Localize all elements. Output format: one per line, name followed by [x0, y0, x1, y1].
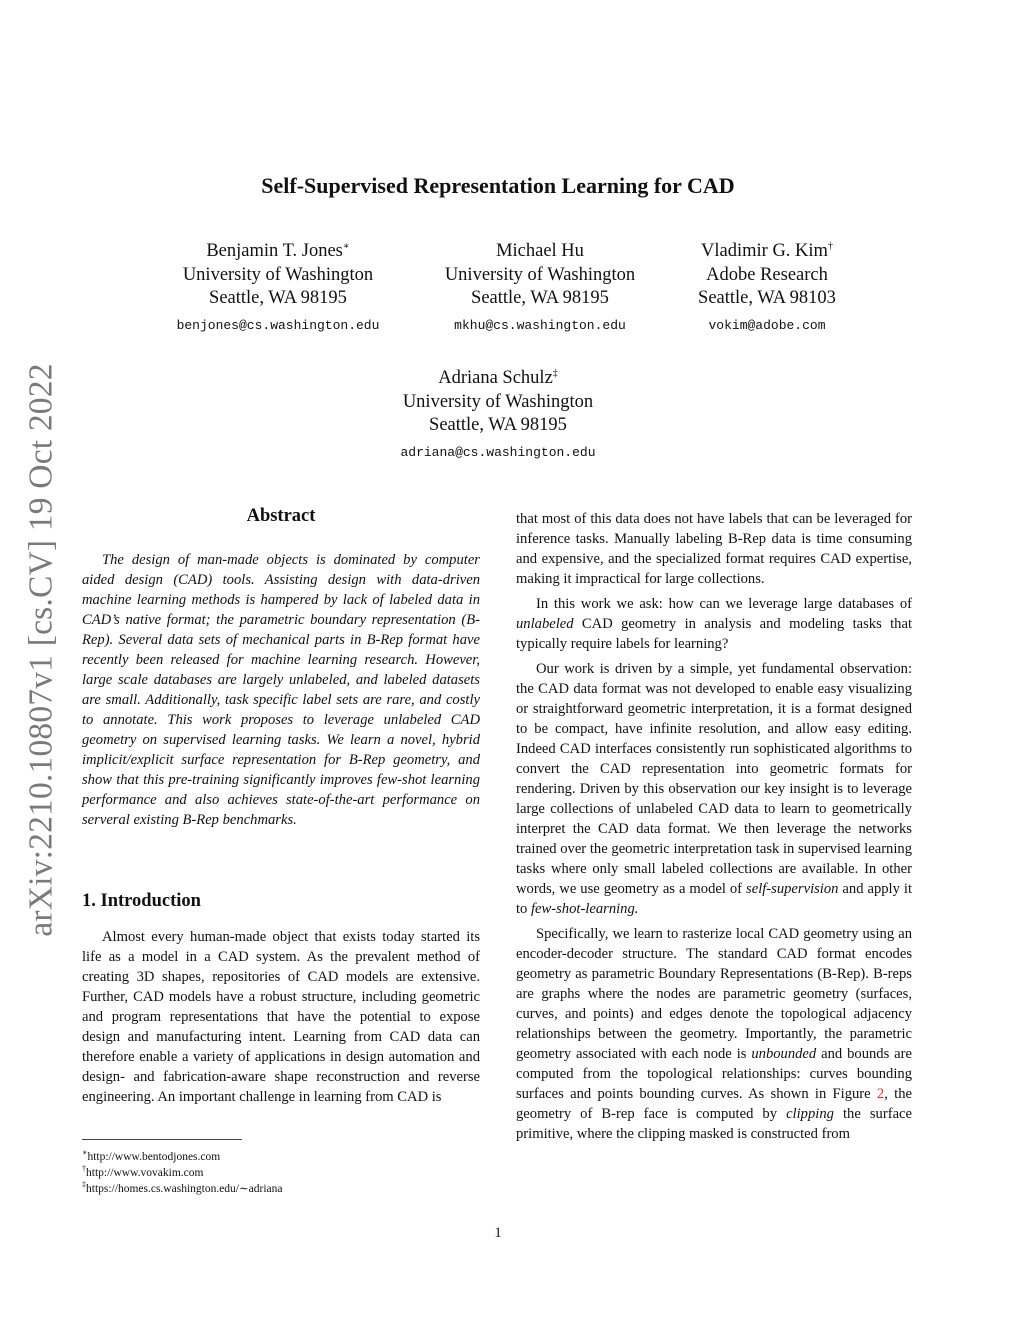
right-paragraph-0: that most of this data does not have labels that can be leveraged for inference tasks. Manually labeling B-Rep data is time consuming and expensive, and the specialized format requires CAD expertise, making it impractical for large collections. [516, 511, 912, 587]
footnote-link[interactable]: http://www.bentodjones.com [87, 1150, 221, 1163]
author-block-2 [426, 240, 654, 341]
emphasis: clipping [786, 1106, 834, 1122]
right-column [516, 509, 912, 1149]
author-email[interactable]: adriana@cs.washington.edu [400, 444, 596, 460]
right-paragraph-1: In this work we ask: how can we leverage large databases of unlabeled CAD geometry in analysis and modeling tasks that typically require labels for learning? [516, 596, 912, 652]
footnote-mark: ∗ [82, 1148, 88, 1157]
abstract-heading: Abstract [246, 506, 316, 526]
emphasis: unlabeled [516, 616, 574, 632]
paper-title: Self-Supervised Representation Learning for CAD [261, 173, 735, 198]
author-name: Michael Hu [496, 241, 584, 261]
footnote-rule [82, 1139, 242, 1140]
author-name: Benjamin T. Jones [206, 241, 343, 261]
author-affiliation: University of Washington [444, 264, 636, 285]
author-block-4 [368, 367, 628, 468]
author-name: Adriana Schulz [438, 368, 553, 388]
author-affiliation: University of Washington [402, 391, 594, 412]
author-name: Vladimir G. Kim [701, 241, 828, 261]
author-location: Seattle, WA 98195 [209, 288, 347, 308]
author-affiliation: Adobe Research [706, 264, 828, 285]
author-location: Seattle, WA 98195 [471, 288, 609, 308]
figure-reference-link[interactable]: 2 [876, 1086, 885, 1102]
abstract-text: The design of man-made objects is dominated by computer aided design (CAD) tools. Assisting design with data-driven machine learning methods is hampered by lack of labeled data in CAD’s native format; the parametric boundary representation (B-Rep). Several data sets of mechanical parts in B-Rep format have recently been released for machine learning research. However, large scale databases are largely unlabeled, and labeled datasets are small. Additionally, task specific label sets are rare, and costly to annotate. This work proposes to leverage unlabeled CAD geometry on supervised learning tasks. We learn a novel, hybrid implicit/explicit surface representation for B-Rep geometry, and show that this pre-training significantly improves few-shot learning performance and also achieves state-of-the-art performance on serveral existing B-Rep benchmarks. [82, 552, 480, 828]
footnote-mark: † [82, 1164, 86, 1173]
author-email[interactable]: benjones@cs.washington.edu [176, 317, 380, 333]
author-block-1 [150, 240, 406, 341]
author-block-3 [684, 240, 850, 341]
footnote-mark: ‡ [82, 1180, 86, 1189]
right-paragraph-3: Specifically, we learn to rasterize local CAD geometry using an encoder-decoder structure. The standard CAD format encodes geometry as parametric Boundary Representations (B-Rep). B-reps are graphs where the nodes are parametric geometry (surfaces, curves, and points) and edges denote the topological adjacency relationships between the geometry. Importantly, the parametric geometry associated with each node is unbounded and bounds are computed from the topological relationships: curves bounding surfaces and points bounding curves. As shown in Figure 2, the geometry of B-rep face is computed by clipping the surface primitive, where the clipping masked is constructed from [516, 926, 912, 1142]
author-location: Seattle, WA 98103 [698, 288, 836, 308]
author-mark: ‡ [552, 367, 558, 379]
author-affiliation: University of Washington [182, 264, 374, 285]
author-location: Seattle, WA 98195 [429, 415, 567, 435]
section-heading-introduction: 1. Introduction [82, 891, 201, 911]
arxiv-stamp-text: arXiv:2210.10807v1 [cs.CV] 19 Oct 2022 [23, 363, 60, 937]
arxiv-stamp [14, 355, 70, 945]
author-email[interactable]: mkhu@cs.washington.edu [454, 317, 626, 333]
author-email[interactable]: vokim@adobe.com [708, 317, 826, 333]
emphasis: unbounded [751, 1046, 817, 1062]
right-paragraph-2: Our work is driven by a simple, yet fundamental observation: the CAD data format was not developed to enable easy visualizing or straightforward geometric interpretation, it is a format designed to be compact, have infinite resolution, and allow easy editing. Indeed CAD interfaces consistently run sophisticated algorithms to convert the CAD representation into geometric formats for rendering. Driven by this observation our key insight is to leverage large collections of unlabeled CAD data to learn to geometrically interpret the CAD data format. We then leverage the networks trained over the geometric interpretation task in supervised learning tasks where only small labeled collections are available. In other words, we use geometry as a model of self-supervision and apply it to few-shot-learning. [516, 661, 912, 917]
intro-paragraph: Almost every human-made object that exists today started its life as a model in a CAD system. As the prevalent method of creating 3D shapes, repositories of CAD models are extensive. Further, CAD models have a robust structure, including geometric and program representations that have the potential to expose design and manufacturing intent. Learning from CAD data can therefore enable a variety of applications in design automation and design- and fabrication-aware shape reconstruction and reverse engineering. An important challenge in learning from CAD is [82, 929, 480, 1105]
emphasis: self-supervision [746, 881, 839, 897]
emphasis: few-shot-learning. [531, 901, 639, 917]
footnote-3 [82, 1177, 282, 1197]
author-mark: ∗ [342, 240, 350, 252]
page-number: 1 [494, 1225, 502, 1241]
footnote-link[interactable]: https://homes.cs.washington.edu/∼adriana [86, 1182, 283, 1195]
footnote-link[interactable]: http://www.vovakim.com [86, 1166, 204, 1179]
author-mark: † [827, 240, 833, 252]
